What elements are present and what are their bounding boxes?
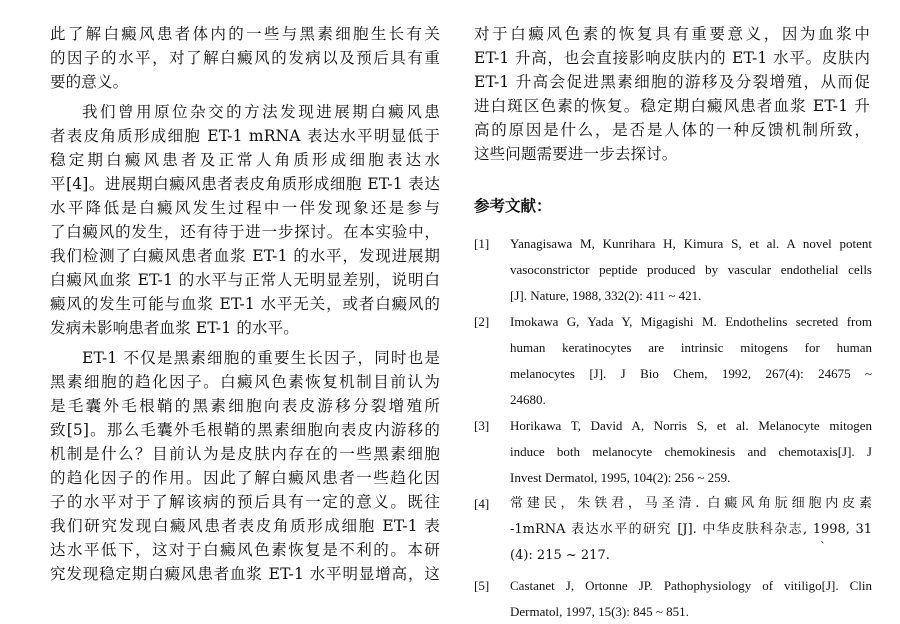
text-line: 达水平低下，这对于白癜风色素恢复是不利的。本研: [50, 541, 440, 559]
reference-number: [5]: [474, 578, 490, 593]
text-line: 我们检测了白癜风患者血浆 ET-1 的水平，发现进展期: [50, 247, 440, 265]
reference-number: [2]: [474, 314, 490, 329]
text-line: 对于白癜风色素的恢复具有重要意义，因为血浆中: [474, 25, 870, 43]
text-line: 白癜风血浆 ET-1 的水平与正常人无明显差别，说明白: [50, 271, 440, 289]
reference-number: [4]: [474, 496, 490, 511]
reference-line: 24680.: [510, 392, 546, 407]
text-line: 是毛囊外毛根鞘的黑素细胞向表皮游移分裂增殖所: [50, 397, 440, 415]
reference-line: induce both melanocyte chemokinesis and chemotaxis[J]. J: [510, 444, 872, 459]
reference-line: (4): 215 ~ 217.: [510, 548, 610, 563]
text-line: 的趋化因子的作用。因此了解白癜风患者一些趋化因: [50, 469, 440, 487]
reference-line: Castanet J, Ortonne JP. Pathophysiology of vitiligo[J]. Clin: [510, 578, 872, 593]
text-line: 究发现稳定期白癜风患者血浆 ET-1 水平明显增高，这: [50, 565, 440, 583]
text-line: 子的水平对于了解该病的预后具有一定的意义。既往: [50, 493, 440, 511]
text-line: 机制是什么？目前认为是皮肤内存在的一些黑素细胞: [50, 445, 440, 463]
text-line: 致[5]。那么毛囊外毛根鞘的黑素细胞向表皮内游移的: [50, 421, 440, 439]
reference-line: Invest Dermatol, 1995, 104(2): 256 ~ 259.: [510, 470, 731, 485]
text-line: 癜风的发生可能与血浆 ET-1 水平无关，或者白癜风的: [50, 295, 440, 313]
reference-line: Imokawa G, Yada Y, Migagishi M. Endothelins secreted from: [510, 314, 872, 329]
text-line: 发病未影响患者血浆 ET-1 的水平。: [50, 319, 299, 337]
text-line: 我们曾用原位杂交的方法发现进展期白癜风患: [82, 103, 440, 121]
reference-line: Yanagisawa M, Kunrihara H, Kimura S, et al. A novel potent: [510, 236, 872, 251]
text-line: 高的原因是什么，是否是人体的一种反馈机制所致，: [474, 121, 870, 139]
references-heading: 参考文献：: [474, 196, 552, 215]
reference-number: [3]: [474, 418, 490, 433]
scan-artifact-mark: ˋ: [820, 540, 826, 554]
text-line: 了白癜风的发生，还有待于进一步探讨。在本实验中，: [50, 223, 440, 241]
reference-number: [1]: [474, 236, 490, 251]
reference-line: melanocytes [J]. J Bio Chem, 1992, 267(4): 24675 ~: [510, 366, 872, 381]
text-line: ET-1 升高会促进黑素细胞的游移及分裂增殖，从而促: [474, 73, 870, 91]
text-line: ET-1 升高，也会直接影响皮肤内的 ET-1 水平。皮肤内: [474, 49, 870, 67]
reference-line: 常建民，朱铁君，马圣清. 白癜风角朊细胞内皮素: [510, 496, 872, 511]
text-line: 进白斑区色素的恢复。稳定期白癜风患者血浆 ET-1 升: [474, 97, 870, 115]
text-line: 的因子的水平，对了解白癜风的发病以及预后具有重: [50, 49, 440, 67]
text-line: 稳定期白癜风患者及正常人角质形成细胞表达水: [50, 151, 440, 169]
text-line: 此了解白癜风患者体内的一些与黑素细胞生长有关: [50, 25, 440, 43]
text-line: 水平降低是白癜风发生过程中一伴发现象还是参与: [50, 199, 440, 217]
text-line: 要的意义。: [50, 73, 129, 91]
text-line: 这些问题需要进一步去探讨。: [474, 145, 678, 163]
reference-line: vasoconstrictor peptide produced by vascular endothelial cells: [510, 262, 872, 277]
text-line: 黑素细胞的趋化因子。白癜风色素恢复机制目前认为: [50, 373, 440, 391]
reference-line: Horikawa T, David A, Norris S, et al. Melanocyte mitogen: [510, 418, 872, 433]
reference-line: Dermatol, 1997, 15(3): 845 ~ 851.: [510, 604, 689, 619]
reference-line: [J]. Nature, 1988, 332(2): 411 ~ 421.: [510, 288, 702, 303]
reference-line: -1mRNA 表达水平的研究 [J]. 中华皮肤科杂志, 1998, 31: [510, 522, 872, 537]
text-line: 平[4]。进展期白癜风患者表皮角质形成细胞 ET-1 表达: [50, 175, 440, 193]
text-line: 者表皮角质形成细胞 ET-1 mRNA 表达水平明显低于: [50, 127, 440, 145]
text-line: ET-1 不仅是黑素细胞的重要生长因子，同时也是: [82, 349, 440, 367]
reference-line: human keratinocytes are intrinsic mitogens for human: [510, 340, 872, 355]
text-line: 我们研究发现白癜风患者表皮角质形成细胞 ET-1 表: [50, 517, 440, 535]
